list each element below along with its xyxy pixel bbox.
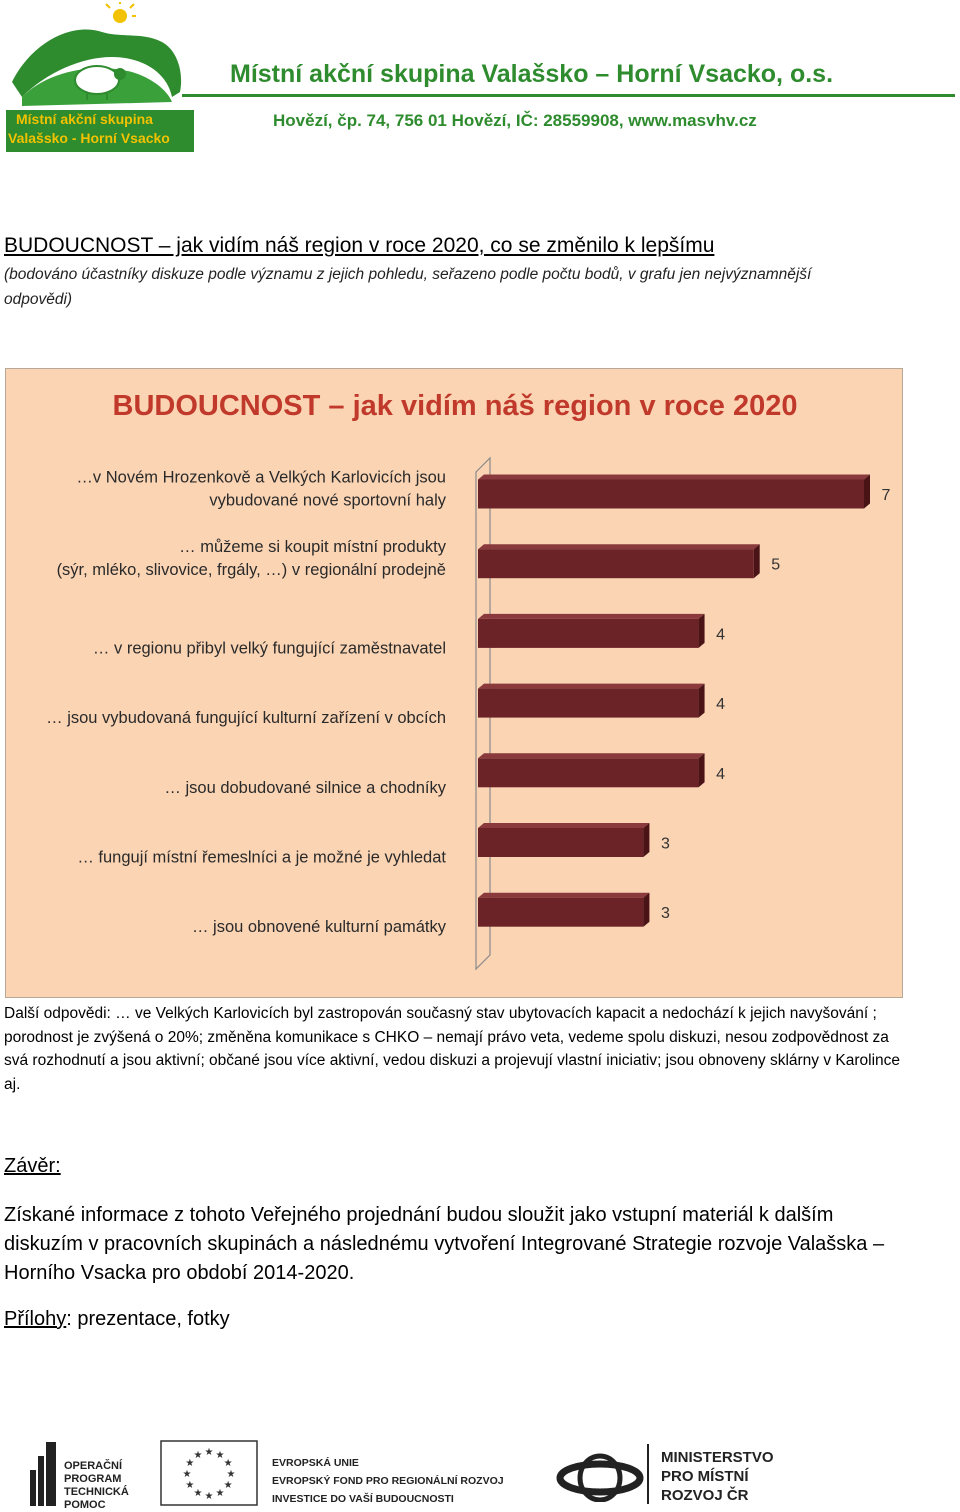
bar	[478, 689, 699, 718]
bar	[478, 828, 643, 857]
eu-line1: EVROPSKÁ UNIE	[272, 1457, 359, 1469]
eu-line2: EVROPSKÝ FOND PRO REGIONÁLNÍ ROZVOJ	[272, 1475, 504, 1487]
bar-value-label: 7	[881, 487, 891, 504]
eu-line3: INVESTICE DO VAŠÍ BUDOUCNOSTI	[272, 1493, 454, 1505]
document-title: BUDOUCNOST – jak vidím náš region v roce 2020, co se změnilo k lepšímu	[4, 234, 715, 257]
op-line3: TECHNICKÁ	[64, 1486, 129, 1498]
bar-chart-svg	[6, 369, 904, 999]
bar-chart	[5, 368, 903, 998]
op-line4: POMOC	[64, 1499, 106, 1511]
eu-star-icon: ★	[193, 1449, 203, 1461]
bar-top-face	[478, 893, 649, 898]
bar	[478, 549, 754, 578]
bar-top-face	[478, 753, 705, 758]
eu-flag-icon	[160, 1440, 258, 1506]
category-label: … jsou obnovené kulturní památky	[191, 918, 446, 937]
eu-star-icon: ★	[223, 1458, 233, 1469]
op-line1: OPERAČNÍ	[64, 1460, 123, 1472]
conclusion-text: Získané informace z tohoto Veřejného projednání budou sloužit jako vstupní materiál k dalším diskuzím v pracovních skupinách a následnému vytvoření Integrované Strategie rozvoje Valašska – Horního Vsacka pro období 2014-2020.	[4, 1204, 885, 1284]
bar-top-face	[478, 544, 760, 549]
eu-star-icon: ★	[204, 1447, 214, 1458]
mmr-line2: PRO MÍSTNÍ	[661, 1468, 749, 1485]
bar-side-face	[864, 475, 870, 509]
bar-side-face	[643, 893, 649, 927]
eu-star-icon: ★	[215, 1449, 225, 1461]
attachments-line	[4, 1308, 230, 1331]
document-subtitle: (bodováno účastníky diskuze podle významu z jejich pohledu, seřazeno podle počtu bodů, v grafu jen nejvýznamnější odpovědi)	[4, 266, 812, 308]
eu-star-icon: ★	[182, 1469, 192, 1480]
organization-address: Hovězí, čp. 74, 756 01 Hovězí, IČ: 28559908, www.masvhv.cz	[273, 111, 757, 130]
bar-side-face	[699, 614, 705, 648]
bar	[478, 758, 699, 787]
mmr-logo	[555, 1444, 815, 1506]
more-answers-text: … ve Velkých Karlovicích byl zastropován současný stav ubytovacích kapacit a nedochází k jejich navyšování ; porodnost je zvýšená o 20%; změněna komunikace s CHKO – nemají právo veta, vedeme spolu diskuzi, nesou zodpovědnost za svá rozhodnutí a jsou aktivní; občané jsou více aktivní, vedou diskuzi a projevují vlastní iniciativ; jsou obnoveny sklárny v Karolince aj.	[4, 1005, 901, 1093]
category-label: vybudované nové sportovní haly	[209, 491, 446, 510]
category-label: … jsou vybudovaná fungující kulturní zařízení v obcích	[46, 709, 446, 728]
organization-logo	[2, 2, 198, 152]
mmr-line3: ROZVOJ ČR	[661, 1487, 749, 1504]
bar	[478, 898, 643, 927]
category-label: … fungují místní řemeslníci a je možné je vyhledat	[77, 848, 446, 867]
bar-side-face	[699, 684, 705, 718]
bar-top-face	[478, 475, 870, 480]
bar-value-label: 4	[716, 626, 726, 644]
more-answers-paragraph	[4, 1002, 904, 1096]
mmr-line1: MINISTERSTVO	[661, 1449, 774, 1466]
bar	[478, 619, 699, 648]
category-label: …v Novém Hrozenkově a Velkých Karlovicích jsou	[76, 468, 446, 487]
attachments-label: Přílohy	[4, 1308, 67, 1330]
op-bars-icon	[30, 1442, 58, 1506]
footer-logos	[0, 1436, 960, 1511]
mmr-swirl-icon	[555, 1452, 645, 1502]
conclusion-heading: Závěr:	[4, 1155, 61, 1177]
eu-star-icon: ★	[193, 1488, 203, 1500]
bar-value-label: 3	[660, 905, 670, 923]
op-line2: PROGRAM	[64, 1473, 122, 1485]
eu-logo	[160, 1440, 520, 1506]
bar-value-label: 3	[660, 835, 670, 853]
chart-title: BUDOUCNOST – jak vidím náš region v roce 2020	[112, 390, 798, 422]
bar-value-label: 4	[716, 765, 726, 783]
logo-text-line2: Valašsko - Horní Vsacko	[8, 130, 170, 146]
category-label: (sýr, mléko, slivovice, frgály, …) v regionální prodejně	[56, 561, 446, 580]
bar-top-face	[478, 614, 705, 619]
eu-star-icon: ★	[223, 1480, 233, 1491]
eu-star-icon: ★	[226, 1469, 236, 1480]
attachments-text: : prezentace, fotky	[66, 1308, 230, 1330]
eu-star-icon: ★	[185, 1480, 195, 1491]
category-label: … můžeme si koupit místní produkty	[179, 538, 446, 557]
logo-text-line1: Místní akční skupina	[16, 111, 153, 127]
mmr-divider	[647, 1444, 649, 1504]
bar-top-face	[478, 684, 705, 689]
bar-side-face	[699, 753, 705, 787]
eu-star-icon: ★	[215, 1488, 225, 1500]
bar-side-face	[643, 823, 649, 857]
category-label: … v regionu přibyl velký fungující zaměstnavatel	[92, 639, 446, 658]
eu-star-icon: ★	[185, 1458, 195, 1469]
category-label: … jsou dobudované silnice a chodníky	[164, 778, 446, 797]
bar-top-face	[478, 823, 649, 828]
bar-value-label: 5	[771, 556, 781, 574]
header-rule	[182, 94, 955, 97]
bar	[478, 480, 864, 509]
bar-side-face	[754, 544, 760, 578]
more-answers-label: Další odpovědi:	[4, 1005, 111, 1022]
bar-value-label: 4	[716, 696, 726, 714]
op-tp-logo	[30, 1442, 160, 1511]
eu-star-icon: ★	[204, 1491, 214, 1502]
organization-name: Místní akční skupina Valašsko – Horní Vsacko, o.s.	[230, 60, 834, 88]
